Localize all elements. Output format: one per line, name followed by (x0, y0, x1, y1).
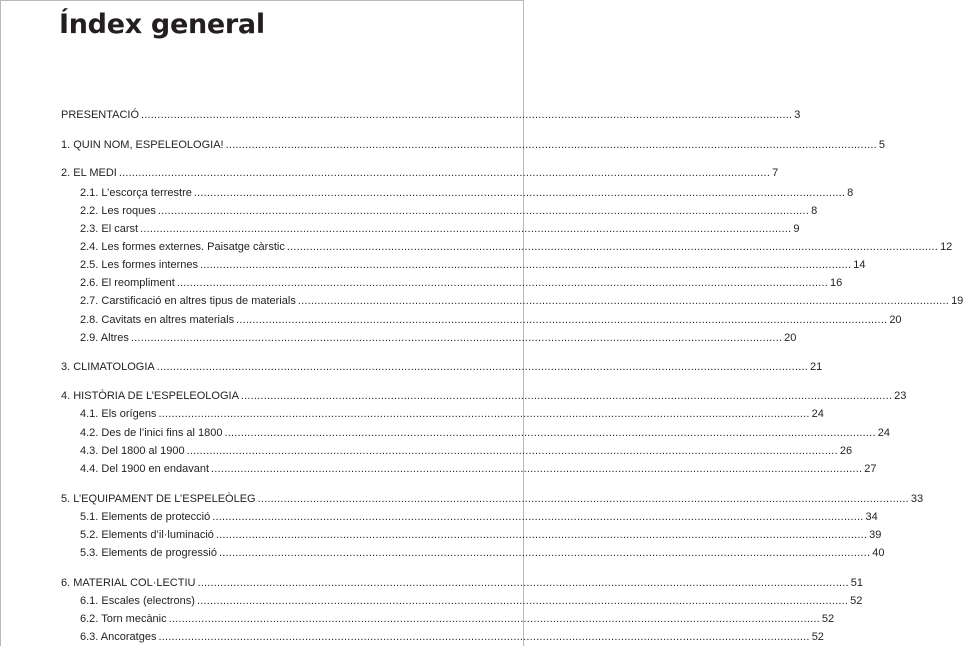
toc-entry-label: 4.3. Del 1800 al 1900 (80, 445, 185, 457)
toc-entry (61, 491, 924, 507)
toc-entry-label: 2.6. El reompliment (80, 277, 175, 289)
toc-entry-label: PRESENTACIÓ (61, 109, 140, 121)
toc-entry-page-number: 12 (940, 241, 953, 253)
toc-entry-label: 6. MATERIAL COL·LECTIU (61, 577, 196, 589)
toc-entry (61, 575, 863, 591)
toc-entry (80, 425, 890, 441)
dot-leader: ........................................................................................................................................................................................................ (176, 277, 828, 289)
toc-entry (80, 593, 863, 609)
toc-entry (80, 185, 854, 201)
dot-leader: ........................................................................................................................................................................................................ (215, 529, 868, 541)
toc-entry-page-number: 20 (784, 332, 797, 344)
toc-entry (80, 221, 800, 237)
toc-entry-page-number: 26 (839, 445, 853, 457)
toc-entry-page-number: 33 (910, 493, 924, 505)
dot-leader: ........................................................................................................................................................................................................ (157, 205, 810, 217)
toc-entry-page-number: 51 (850, 577, 863, 589)
toc-entry (80, 629, 824, 645)
toc-entry-label: 3. CLIMATOLOGIA (61, 361, 155, 373)
toc-entry-page-number: 19 (951, 295, 963, 307)
toc-entry-label: 4.4. Del 1900 en endavant (80, 463, 210, 475)
dot-leader: ........................................................................................................................................................................................................ (297, 295, 950, 307)
dot-leader: ........................................................................................................................................................................................................ (211, 463, 863, 475)
dot-leader: ........................................................................................................................................................................................................ (156, 361, 808, 373)
dot-leader: ........................................................................................................................................................................................................ (193, 187, 846, 199)
toc-entry-label: 4. HISTÒRIA DE L’ESPELEOLOGIA (61, 390, 239, 402)
toc-entry-label: 2.7. Carstificació en altres tipus de materials (80, 295, 296, 307)
dot-leader: ........................................................................................................................................................................................................ (158, 408, 810, 420)
toc-entry-label: 2.3. El carst (80, 223, 139, 235)
toc-entry-label: 4.1. Els orígens (80, 408, 157, 420)
toc-entry (80, 203, 818, 219)
toc-entry-label: 2. EL MEDI (61, 167, 117, 179)
page-title: Índex general (59, 9, 265, 40)
toc-entry-label: 5.2. Elements d’il·luminació (80, 529, 214, 541)
dot-leader: ........................................................................................................................................................................................................ (212, 511, 864, 523)
toc-entry (80, 443, 853, 459)
toc-entry-page-number: 24 (811, 408, 824, 420)
toc-entry (61, 137, 885, 153)
dot-leader: ........................................................................................................................................................................................................ (168, 613, 820, 625)
toc-entry-label: 6.3. Ancoratges (80, 631, 157, 643)
toc-entry-label: 5.1. Elements de protecció (80, 511, 211, 523)
toc-entry-label: 4.2. Des de l’inici fins al 1800 (80, 427, 223, 439)
dot-leader: ........................................................................................................................................................................................................ (225, 139, 877, 151)
dot-leader: ........................................................................................................................................................................................................ (286, 241, 939, 253)
toc-entry (80, 406, 824, 422)
toc-entry (80, 461, 877, 477)
toc-entry-page-number: 39 (869, 529, 882, 541)
toc-entry-label: 2.1. L’escorça terrestre (80, 187, 192, 199)
toc-entry (80, 545, 885, 561)
toc-entry-label: 6.2. Torn mecànic (80, 613, 167, 625)
toc-entry-page-number: 52 (821, 613, 835, 625)
toc-entry-label: 1. QUIN NOM, ESPELEOLOGIA! (61, 139, 224, 151)
toc-entry-page-number: 7 (772, 167, 779, 179)
toc-entry-page-number: 52 (811, 631, 824, 643)
toc-entry-page-number: 21 (809, 361, 823, 373)
toc-entry-label: 6.1. Escales (electrons) (80, 595, 195, 607)
toc-entry-label: 2.2. Les roques (80, 205, 156, 217)
toc-entry-page-number: 40 (872, 547, 885, 559)
toc-entry-page-number: 8 (847, 187, 854, 199)
dot-leader: ........................................................................................................................................................................................................ (257, 493, 909, 505)
dot-leader: ........................................................................................................................................................................................................ (224, 427, 876, 439)
dot-leader: ........................................................................................................................................................................................................ (200, 259, 852, 271)
toc-entry-page-number: 27 (864, 463, 877, 475)
toc-entry-page-number: 24 (877, 427, 890, 439)
toc-entry-page-number: 20 (889, 314, 902, 326)
toc-entry-page-number: 8 (811, 205, 818, 217)
dot-leader: ........................................................................................................................................................................................................ (140, 223, 792, 235)
dot-leader: ........................................................................................................................................................................................................ (197, 577, 849, 589)
dot-leader: ........................................................................................................................................................................................................ (118, 167, 771, 179)
toc-entry-page-number: 52 (850, 595, 863, 607)
dot-leader: ........................................................................................................................................................................................................ (218, 547, 871, 559)
toc-entry-page-number: 16 (830, 277, 843, 289)
dot-leader: ........................................................................................................................................................................................................ (240, 390, 893, 402)
toc-entry-label: 2.9. Altres (80, 332, 129, 344)
dot-leader: ........................................................................................................................................................................................................ (141, 109, 793, 121)
dot-leader: ........................................................................................................................................................................................................ (130, 332, 783, 344)
dot-leader: ........................................................................................................................................................................................................ (158, 631, 810, 643)
toc-entry-label: 5.3. Elements de progressió (80, 547, 217, 559)
toc-entry (61, 388, 907, 404)
toc-entry-page-number: 9 (793, 223, 800, 235)
toc-entry-page-number: 23 (894, 390, 907, 402)
toc-entry (80, 293, 963, 309)
toc-entry (80, 312, 902, 328)
toc-entry (61, 165, 779, 181)
toc-entry-page-number: 3 (794, 109, 801, 121)
toc-entry (80, 239, 953, 255)
toc-entry (80, 275, 843, 291)
toc-entry-page-number: 5 (878, 139, 885, 151)
dot-leader: ........................................................................................................................................................................................................ (186, 445, 838, 457)
toc-entry-label: 2.5. Les formes internes (80, 259, 199, 271)
toc-entry-label: 5. L’EQUIPAMENT DE L’ESPELEÒLEG (61, 493, 256, 505)
toc-entry (80, 611, 835, 627)
toc-entry (80, 527, 882, 543)
toc-entry (80, 257, 866, 273)
dot-leader: ........................................................................................................................................................................................................ (236, 314, 888, 326)
toc-entry (61, 359, 823, 375)
toc-entry (80, 330, 797, 346)
dot-leader: ........................................................................................................................................................................................................ (196, 595, 849, 607)
toc-entry-page-number: 14 (853, 259, 866, 271)
toc-entry-label: 2.4. Les formes externes. Paisatge càrstic (80, 241, 285, 253)
toc-entry-page-number: 34 (865, 511, 878, 523)
toc-entry (80, 509, 878, 525)
toc-entry-label: 2.8. Cavitats en altres materials (80, 314, 235, 326)
toc-entry (61, 107, 801, 123)
